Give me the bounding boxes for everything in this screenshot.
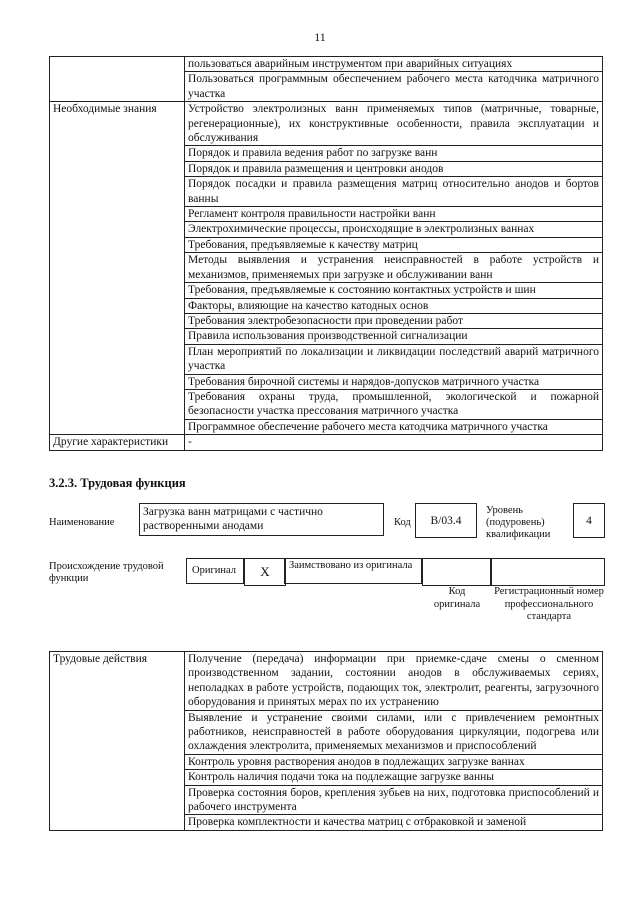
reg-caption: Регистрационный номер профессионального стандарта — [494, 586, 604, 622]
section-title: 3.2.3. Трудовая функция — [49, 476, 186, 490]
table-cell: Методы выявления и устранения неисправностей в работе устройств и механизмов, применяемых при загрузке и обслуживании ванн — [185, 253, 603, 283]
table-cell: Электрохимические процессы, происходящие в электролизных ваннах — [185, 222, 603, 237]
table-cell: Контроль уровня растворения анодов в подлежащих загрузке ваннах — [185, 754, 603, 769]
table-cell: пользоваться аварийным инструментом при аварийных ситуациях — [185, 57, 603, 72]
table-cell: Получение (передача) информации при приемке-сдаче смены о сменном производственном задании, состоянии анодов в обслуживаемых сериях, неполадках в работе устройств, подающих ток, электролит, реагенты, загрузочного оборудования и принятых мерах по их устранению — [185, 652, 603, 711]
knowledge-label: Необходимые знания — [50, 102, 185, 435]
level-label: Уровень (подуровень) квалификации — [486, 505, 551, 540]
table-cell: Выявление и устранение своими силами, или с привлечением ремонтных работников, неисправностей в работе оборудования циркуляции, подогрева или охлаждения электролита, применяемых механизмов и приспособлений — [185, 710, 603, 754]
table-cell: Требования охраны труда, промышленной, экологической и пожарной безопасности участка прессования матричного участка — [185, 389, 603, 419]
table-cell: Проверка комплектности и качества матриц с отбраковкой и заменой — [185, 815, 603, 830]
function-name-box — [139, 503, 384, 536]
table-cell: Программное обеспечение рабочего места катодчика матричного участка — [185, 419, 603, 434]
code-value: B/03.4 — [430, 514, 462, 527]
name-label: Наименование — [49, 517, 115, 528]
page-number: 11 — [314, 30, 326, 44]
table-cell: Требования электробезопасности при проведении работ — [185, 313, 603, 328]
table-cell: Правила использования производственной сигнализации — [185, 329, 603, 344]
level-value: 4 — [586, 514, 592, 527]
original-label-cell — [186, 558, 244, 584]
table-row — [50, 652, 603, 711]
actions-table — [49, 651, 603, 831]
origin-label: Происхождение трудовой функции — [49, 561, 164, 584]
other-value: - — [185, 435, 603, 450]
table-cell: Требования, предъявляемые к качеству матриц — [185, 237, 603, 252]
knowledge-table — [49, 56, 603, 451]
original-code-cell — [422, 558, 492, 586]
borrowed-label: Заимствовано из оригинала — [289, 560, 413, 571]
actions-label: Трудовые действия — [50, 652, 185, 831]
table-cell: Порядок посадки и правила размещения матриц относительно анодов и бортов ванны — [185, 177, 603, 207]
table-cell: Регламент контроля правильности настройки ванн — [185, 207, 603, 222]
original-mark: X — [260, 564, 270, 579]
table-row — [50, 435, 603, 450]
table-cell: План мероприятий по локализации и ликвидации последствий аварий матричного участка — [185, 344, 603, 374]
table-cell: Факторы, влияющие на качество катодных основ — [185, 298, 603, 313]
original-mark-cell — [244, 558, 286, 586]
table-row — [50, 102, 603, 146]
table-cell: Устройство электролизных ванн применяемых типов (матричные, товарные, регенерационные), их конструктивные особенности, правила эксплуатации и обслуживания — [185, 102, 603, 146]
reg-number-cell — [490, 558, 605, 586]
empty-label-cell — [50, 57, 185, 102]
table-cell: Пользоваться программным обеспечением рабочего места катодчика матричного участка — [185, 72, 603, 102]
original-label: Оригинал — [192, 565, 236, 576]
table-cell: Порядок и правила ведения работ по загрузке ванн — [185, 146, 603, 161]
level-box — [573, 503, 605, 538]
code-label: Код — [394, 517, 411, 528]
table-cell: Требования бирочной системы и нарядов-допусков матричного участка — [185, 374, 603, 389]
function-name-value: Загрузка ванн матрицами с частично растворенными анодами — [143, 506, 323, 532]
table-cell: Проверка состояния боров, крепления зубьев на них, подготовка приспособлений и рабочего инструмента — [185, 785, 603, 815]
table-cell: Контроль наличия подачи тока на подлежащие загрузке ванны — [185, 770, 603, 785]
table-cell: Требования, предъявляемые к состоянию контактных устройств и шин — [185, 283, 603, 298]
table-row — [50, 57, 603, 72]
borrowed-cell — [284, 558, 422, 584]
code-caption: Код оригинала — [433, 586, 481, 610]
code-box — [415, 503, 477, 538]
table-cell: Порядок и правила размещения и центровки анодов — [185, 161, 603, 176]
other-label: Другие характеристики — [50, 435, 185, 450]
